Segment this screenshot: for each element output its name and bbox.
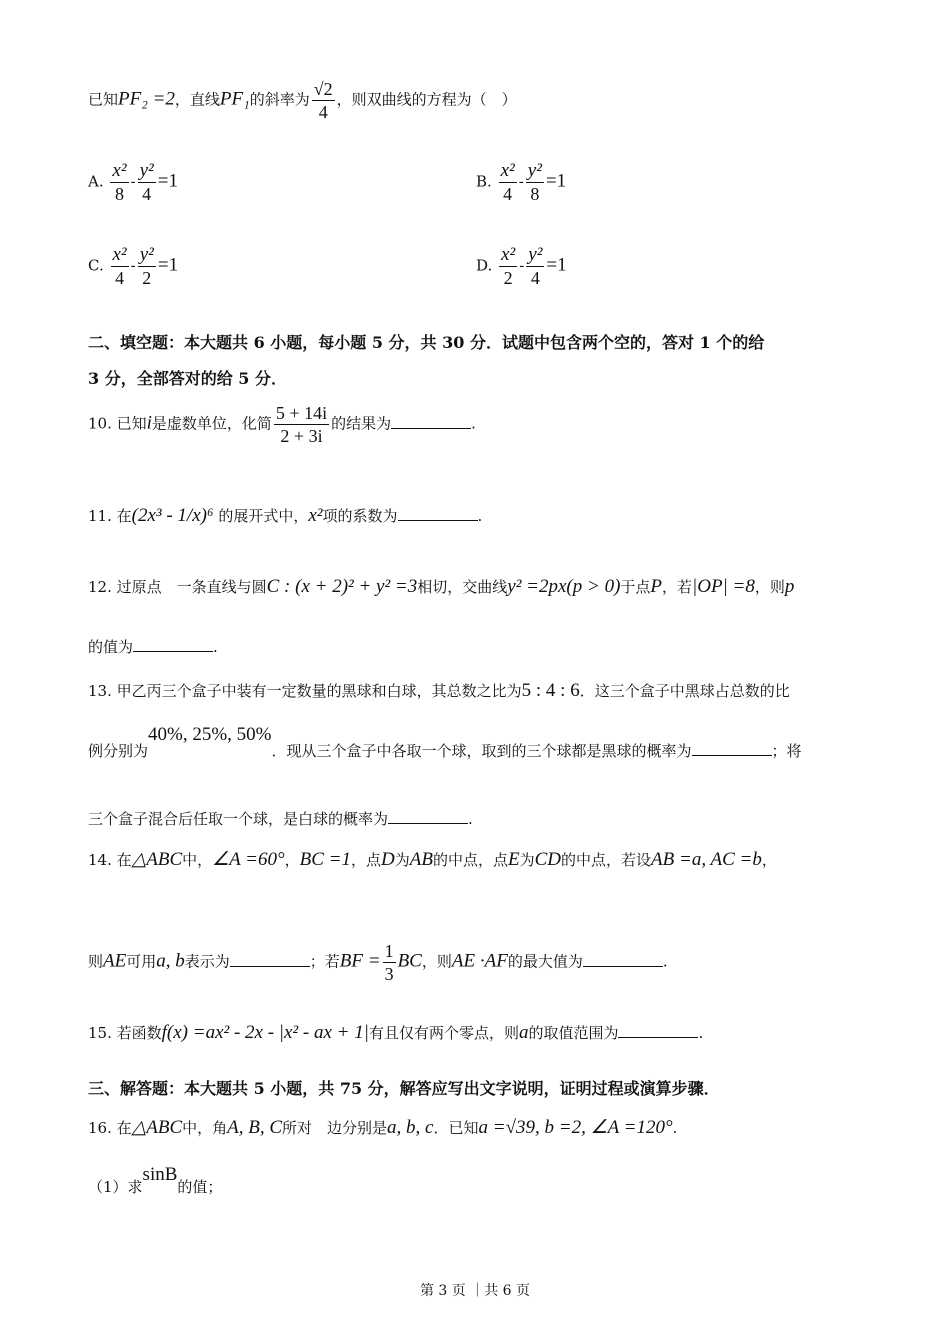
- section-2-heading-cont: 3 分，全部答对的给 5 分．: [88, 369, 287, 388]
- equals-one: =1: [157, 254, 179, 276]
- denominator: 4: [503, 184, 513, 204]
- denominator: 2: [142, 268, 152, 288]
- question-14: [88, 848, 777, 871]
- text: .: [477, 507, 483, 525]
- denominator: 4: [318, 102, 328, 122]
- text: ，则: [421, 952, 452, 971]
- math-p-point: P: [650, 576, 663, 597]
- text: ；将: [771, 742, 802, 760]
- math-given: a =√39, b =2, ∠A =120°: [478, 1117, 673, 1138]
- text: 为: [394, 851, 410, 869]
- question-12-cont: [88, 636, 218, 657]
- denominator: 8: [114, 184, 124, 204]
- text: 中，: [182, 851, 213, 869]
- text: 16. 在: [88, 1119, 132, 1137]
- text: ；若: [309, 952, 340, 971]
- math-dot-product: AE ·AF: [451, 950, 508, 972]
- text: ，点: [350, 851, 381, 869]
- math-binomial: (2x³ - 1/x)⁶: [131, 505, 214, 526]
- math-a: a: [518, 1022, 529, 1043]
- answer-blank[interactable]: [618, 1037, 698, 1038]
- numerator: x²: [501, 244, 516, 265]
- numerator: y²: [528, 244, 543, 265]
- equals-one: =1: [157, 170, 178, 192]
- text: ，直线: [174, 90, 220, 109]
- numerator: x²: [112, 244, 127, 265]
- text: ，: [284, 851, 300, 869]
- numerator: y²: [139, 160, 154, 181]
- equals-one: =1: [545, 170, 567, 192]
- math-ratio: 5 : 4 : 6: [521, 680, 580, 701]
- numerator: y²: [139, 244, 154, 265]
- question-16-part-1: [88, 1164, 223, 1198]
- text: 三个盒子混合后任取一个球，是白球的概率为: [88, 810, 389, 828]
- text: 所对 边分别是: [282, 1119, 388, 1137]
- text: 是虚数单位，化简: [151, 414, 272, 433]
- text: ．这三个盒子中黑球占总数的比: [579, 682, 790, 700]
- math-function: f(x) =ax² - 2x - |x² - ax + 1|: [161, 1022, 369, 1043]
- text: 可用: [126, 952, 157, 971]
- text: 的展开式中，: [218, 507, 309, 525]
- text: .: [662, 952, 668, 971]
- text: ，若: [662, 578, 693, 596]
- math-angles: A, B, C: [227, 1117, 283, 1138]
- math-x2: x²: [308, 505, 323, 526]
- math-bc-vector: BC: [397, 950, 422, 972]
- text: 13. 甲乙丙三个盒子中装有一定数量的黑球和白球，其总数之比为: [88, 682, 522, 700]
- math-ae: AE: [103, 950, 127, 972]
- math-angle: ∠A =60°: [212, 849, 285, 870]
- text: ，则: [754, 578, 785, 596]
- numerator: y²: [527, 160, 542, 181]
- question-16: [88, 1116, 677, 1139]
- question-13-cont2: [88, 808, 473, 829]
- answer-blank[interactable]: [388, 823, 468, 824]
- denominator: 8: [530, 184, 540, 204]
- option-label: B.: [476, 172, 492, 191]
- option-label: D.: [476, 256, 493, 275]
- text: （1）求: [88, 1178, 143, 1196]
- text: 11. 在: [88, 507, 132, 525]
- page-footer: 第 3 页 ｜共 6 页: [419, 1283, 531, 1299]
- math-ab: AB: [409, 849, 433, 870]
- text: 有且仅有两个零点，则: [368, 1024, 519, 1042]
- text: 的中点，点: [432, 851, 508, 869]
- text: 则: [88, 952, 104, 971]
- denominator: 4: [115, 268, 125, 288]
- text: .: [213, 638, 218, 656]
- text: 例分别为: [88, 742, 149, 760]
- answer-blank[interactable]: [230, 966, 310, 967]
- numerator: 1: [384, 941, 394, 961]
- math-i: i: [146, 412, 152, 434]
- math-vectors: AB =a, AC =b: [651, 849, 762, 870]
- option-c: C. $\frac{\text{x²}}{4}$ - $\frac{\text{y²}}{2}$ =1: [88, 244, 179, 288]
- denominator: 4: [530, 268, 540, 288]
- question-13: [88, 680, 790, 702]
- text: 的取值范围为: [528, 1024, 619, 1042]
- text: ，: [761, 851, 777, 869]
- text: .: [672, 1119, 678, 1137]
- option-b: B. $\frac{\text{x²}}{4}$ - $\frac{\text{y²}}{8}$ =1: [476, 160, 567, 204]
- text: 已知: [88, 90, 119, 109]
- question-12: [88, 576, 794, 598]
- math-triangle: △ABC: [131, 1117, 183, 1138]
- text: 的结果为: [331, 414, 392, 433]
- question-10: [88, 402, 476, 447]
- math-p: p: [784, 576, 795, 597]
- math-triangle: △ABC: [131, 849, 183, 870]
- math-circle: C : (x + 2)² + y² =3: [266, 576, 418, 597]
- question-14-cont: [88, 940, 668, 985]
- option-d: D. $\frac{\text{x²}}{2}$ - $\frac{\text{y²}}{4}$ =1: [476, 244, 567, 288]
- text: .: [471, 414, 476, 433]
- math-percentages: 40%, 25%, 50%: [148, 724, 272, 745]
- question-15: [88, 1022, 703, 1044]
- numerator: 5 + 14i: [275, 403, 328, 423]
- text: .: [468, 810, 473, 828]
- section-2-heading: 二、填空题：本大题共 6 小题，每小题 5 分，共 30 分．试题中包含两个空的，答对 1 个的给: [88, 333, 765, 352]
- math-sides: a, b, c: [387, 1117, 434, 1138]
- option-label: A.: [88, 172, 104, 191]
- section-3-heading: 三、解答题：本大题共 5 小题，共 75 分，解答应写出文字说明，证明过程或演算步骤．: [88, 1079, 720, 1098]
- question-13-cont: [88, 724, 802, 762]
- text: 15. 若函数: [88, 1024, 162, 1042]
- text: 为: [519, 851, 535, 869]
- text: 10. 已知: [88, 414, 147, 433]
- denominator: 2: [503, 268, 513, 288]
- text: 的值；: [177, 1178, 223, 1196]
- text: ．已知: [433, 1119, 479, 1137]
- answer-blank[interactable]: [692, 755, 772, 756]
- math-d: D: [381, 849, 395, 870]
- text: .: [698, 1024, 704, 1042]
- text: 相切，交曲线: [417, 578, 508, 596]
- math-curve: y² =2px(p > 0): [507, 576, 621, 597]
- text: 的中点，若设: [561, 851, 652, 869]
- text: ．现从三个盒子中各取一个球，取到的三个球都是黑球的概率为: [271, 742, 692, 760]
- text: 于点: [620, 578, 651, 596]
- text: ，则双曲线的方程为（ ）: [336, 90, 517, 109]
- text: 表示为: [184, 952, 230, 971]
- math-op: |OP| =8: [692, 576, 755, 597]
- text: 项的系数为: [322, 507, 398, 525]
- math-cd: CD: [534, 849, 562, 870]
- text: 的值为: [88, 638, 134, 656]
- text: 的最大值为: [507, 952, 583, 971]
- numerator: x²: [500, 160, 515, 181]
- question-11: [88, 505, 482, 527]
- denominator: 4: [142, 184, 152, 204]
- math-sinb: sinB: [142, 1164, 178, 1185]
- answer-blank[interactable]: [391, 428, 471, 429]
- equals-one: =1: [546, 254, 567, 276]
- math-pf2: PF₂ =2: [118, 88, 175, 110]
- slope-fraction: [312, 78, 335, 123]
- math-bf: BF =: [339, 950, 381, 972]
- answer-blank[interactable]: [133, 651, 213, 652]
- answer-blank[interactable]: [583, 966, 663, 967]
- denominator: 2 + 3i: [280, 426, 323, 446]
- question-9-stem: [88, 78, 517, 123]
- numerator: √2: [313, 79, 333, 99]
- math-ab-vars: a, b: [156, 950, 185, 972]
- text: 14. 在: [88, 851, 132, 869]
- math-pf1: PF₁: [219, 88, 250, 110]
- math-bc: BC =1: [299, 849, 351, 870]
- option-label: C.: [88, 256, 104, 275]
- option-a: A. $\frac{\text{x²}}{8}$ - $\frac{\text{y²}}{4}$ =1: [88, 160, 178, 204]
- text: 的斜率为: [249, 90, 310, 109]
- text: 中，角: [182, 1119, 228, 1137]
- text: 12. 过原点 一条直线与圆: [88, 578, 267, 596]
- math-e: E: [507, 849, 520, 870]
- denominator: 3: [384, 964, 394, 984]
- numerator: x²: [112, 160, 127, 181]
- answer-blank[interactable]: [398, 520, 478, 521]
